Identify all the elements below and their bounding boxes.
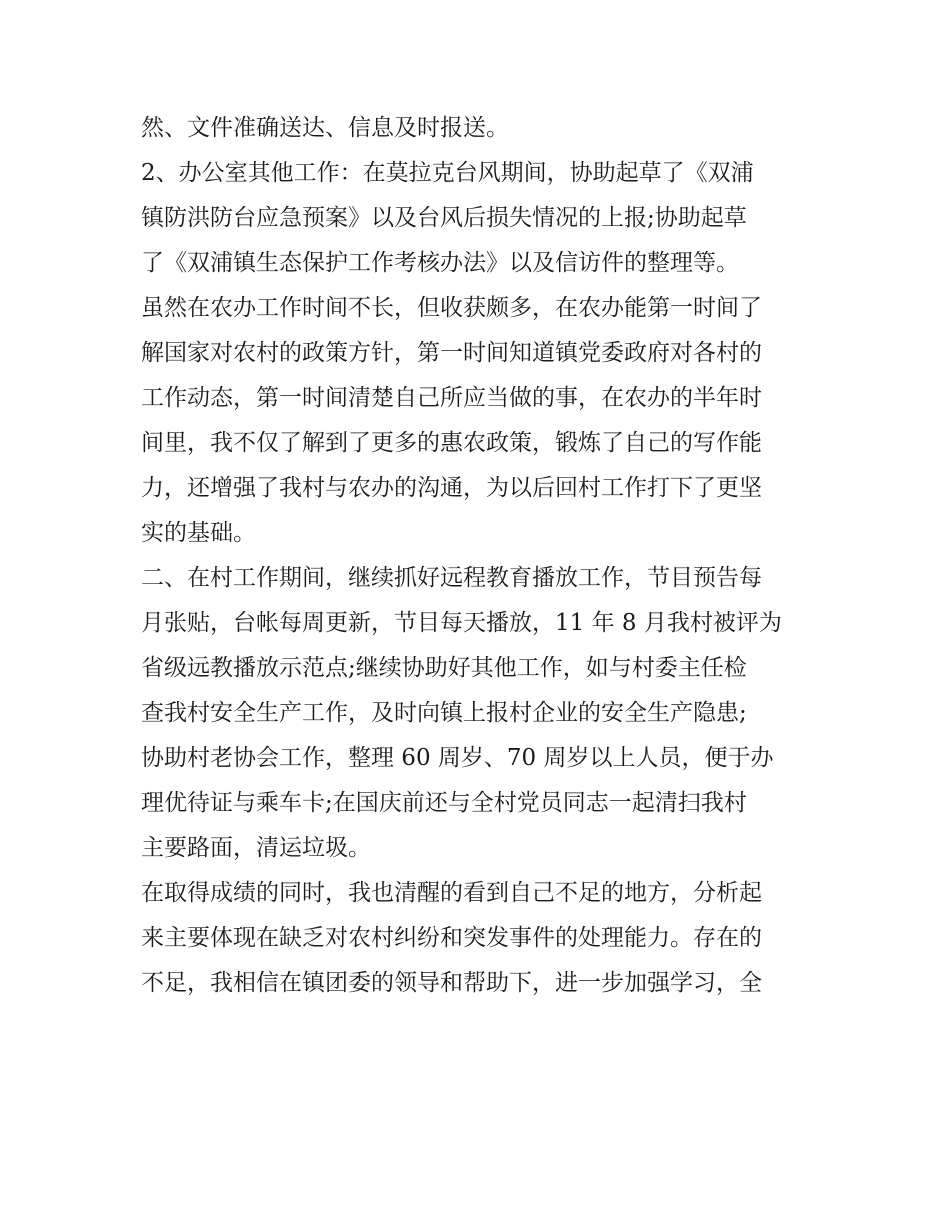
text-line-8: 间里，我不仅了解到了更多的惠农政策，锻炼了自己的写作能 (141, 430, 762, 456)
text-line-16: 理优待证与乘车卡;在国庆前还与全村党员同志一起清扫我村 (141, 790, 747, 816)
text-line-4: 了《双浦镇生态保护工作考核办法》以及信访件的整理等。 (141, 250, 739, 276)
text-line-6: 解国家对农村的政策方针，第一时间知道镇党委政府对各村的 (141, 340, 762, 366)
text-line-1: 然、文件准确送达、信息及时报送。 (141, 115, 509, 141)
text-line-9: 力，还增强了我村与农办的沟通，为以后回村工作打下了更坚 (141, 475, 762, 501)
text-line-15: 协助村老协会工作，整理 60 周岁、70 周岁以上人员，便于办 (141, 745, 774, 771)
text-line-12: 月张贴，台帐每周更新，节目每天播放，11 年 8 月我村被评为 (141, 610, 782, 636)
document-page (141, 106, 813, 1006)
text-line-19: 来主要体现在缺乏对农村纠纷和突发事件的处理能力。存在的 (141, 925, 762, 951)
text-line-7: 工作动态，第一时间清楚自己所应当做的事，在农办的半年时 (141, 385, 762, 411)
text-line-2: 2、办公室其他工作：在莫拉克台风期间，协助起草了《双浦 (141, 160, 754, 186)
text-line-14: 查我村安全生产工作，及时向镇上报村企业的安全生产隐患; (141, 700, 747, 726)
text-line-11: 二、在村工作期间，继续抓好远程教育播放工作，节目预告每 (141, 565, 762, 591)
text-line-20: 不足，我相信在镇团委的领导和帮助下，进一步加强学习，全 (141, 970, 762, 996)
text-line-18: 在取得成绩的同时，我也清醒的看到自己不足的地方，分析起 (141, 880, 762, 906)
text-line-10: 实的基础。 (141, 520, 256, 546)
text-line-17: 主要路面，清运垃圾。 (141, 835, 371, 861)
text-line-5: 虽然在农办工作时间不长，但收获颇多，在农办能第一时间了 (141, 295, 762, 321)
text-line-3: 镇防洪防台应急预案》以及台风后损失情况的上报;协助起草 (141, 205, 747, 231)
text-line-13: 省级远教播放示范点;继续协助好其他工作，如与村委主任检 (141, 655, 747, 681)
